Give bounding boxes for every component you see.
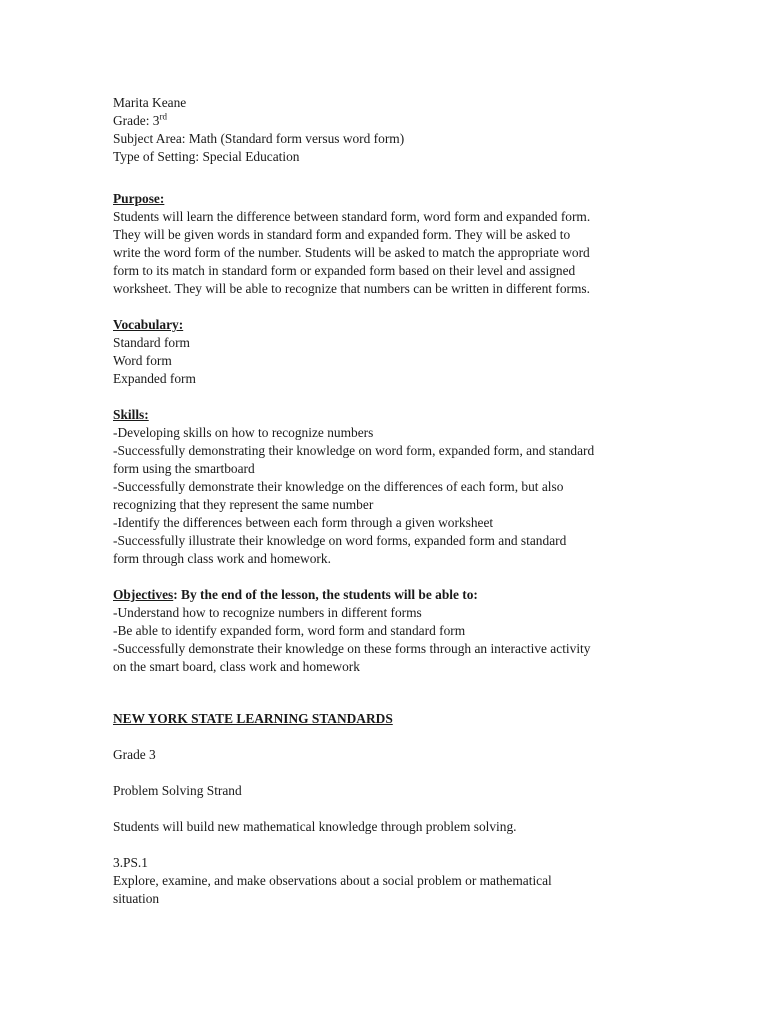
- objectives-heading-line: [113, 586, 658, 604]
- objectives-line: -Be able to identify expanded form, word form and standard form: [113, 623, 466, 638]
- vocabulary-item: Word form: [113, 353, 172, 368]
- purpose-line: form to its match in standard form or expanded form based on their level and assigned: [113, 263, 576, 278]
- grade-text: Grade: 3: [113, 113, 160, 128]
- standards-code-line: Explore, examine, and make observations about a social problem or mathematical: [113, 873, 552, 888]
- purpose-line: worksheet. They will be able to recognize that numbers can be written in different forms.: [113, 281, 590, 296]
- skills-line: -Successfully illustrate their knowledge on word forms, expanded form and standard: [113, 533, 567, 548]
- subject-line: Subject Area: Math (Standard form versus word form): [113, 131, 405, 146]
- vocabulary-item: Expanded form: [113, 371, 196, 386]
- purpose-heading: Purpose:: [113, 191, 165, 206]
- skills-heading: Skills:: [113, 407, 149, 422]
- skills-line: -Developing skills on how to recognize numbers: [113, 425, 374, 440]
- skills-line: -Successfully demonstrating their knowledge on word form, expanded form, and standard: [113, 443, 595, 458]
- vocabulary-item: Standard form: [113, 335, 190, 350]
- skills-line: recognizing that they represent the same number: [113, 497, 374, 512]
- vocabulary-heading: Vocabulary:: [113, 317, 184, 332]
- skills-line: -Identify the differences between each form through a given worksheet: [113, 515, 494, 530]
- purpose-line: Students will learn the difference between standard form, word form and expanded form.: [113, 209, 591, 224]
- setting-line: Type of Setting: Special Education: [113, 149, 300, 164]
- document-content: [113, 94, 658, 908]
- skills-line: form using the smartboard: [113, 461, 255, 476]
- skills-line: -Successfully demonstrate their knowledge on the differences of each form, but also: [113, 479, 564, 494]
- teacher-name: Marita Keane: [113, 95, 187, 110]
- objectives-heading: Objectives: [113, 587, 174, 602]
- standards-strand: Problem Solving Strand: [113, 783, 242, 798]
- purpose-line: They will be given words in standard form and expanded form. They will be asked to: [113, 227, 571, 242]
- objectives-intro: : By the end of the lesson, the students will be able to:: [173, 587, 478, 602]
- standards-code-line: situation: [113, 891, 160, 906]
- objectives-line: -Successfully demonstrate their knowledge on these forms through an interactive activity: [113, 641, 591, 656]
- skills-line: form through class work and homework.: [113, 551, 331, 566]
- grade-superscript: rd: [159, 111, 167, 122]
- standards-heading: NEW YORK STATE LEARNING STANDARDS: [113, 711, 393, 726]
- grade-line: [113, 112, 658, 130]
- standards-grade: Grade 3: [113, 747, 156, 762]
- objectives-line: on the smart board, class work and homework: [113, 659, 360, 674]
- objectives-line: -Understand how to recognize numbers in different forms: [113, 605, 422, 620]
- standards-statement: Students will build new mathematical knowledge through problem solving.: [113, 819, 517, 834]
- purpose-line: write the word form of the number. Students will be asked to match the appropriate word: [113, 245, 590, 260]
- standards-code: 3.PS.1: [113, 855, 148, 870]
